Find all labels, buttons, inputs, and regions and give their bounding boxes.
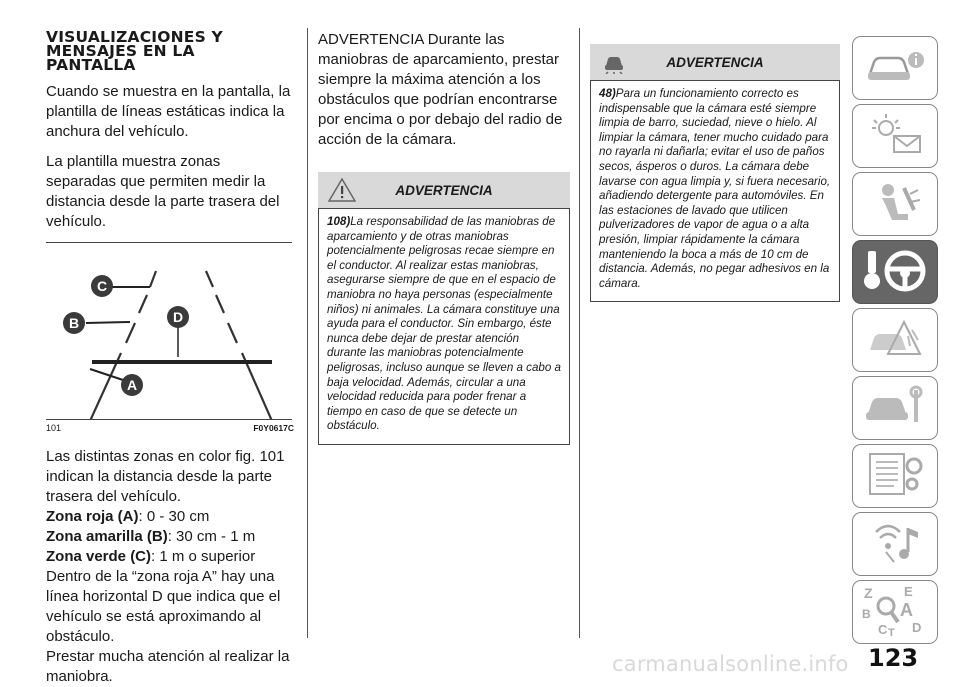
- warning-text: Para un funcionamiento correcto es indispensable que la cámara esté siempre limpia de barro, suciedad, nieve o hielo. Al limpiar la cámara, tener mucho cuidado para no rayarla ni dañarla; evitar el uso de paños secos, ásperos o duros. La cámara debe lavarse con agua limpia y, si fuera necesario, añadiendo detergente para automóviles. En las estaciones de lavado que utilicen pulverizadores de vapor de agua o a alta presión, limpiar rápidamente la cámara manteniendo la boca a más de 10 cm de distancia. Además, no pegar adhesivos en la cámara.: [599, 87, 831, 290]
- callout-label: A: [126, 377, 138, 393]
- zone-green: [46, 547, 294, 567]
- tab-dashboard-lights[interactable]: [852, 104, 938, 168]
- figure-parking-grid: [46, 242, 292, 420]
- paragraph: Prestar mucha atención al realizar la maniobra.: [46, 648, 290, 685]
- title-line: MENSAJES EN LA: [46, 42, 195, 60]
- zone-label: Zona amarilla (B): [46, 528, 168, 545]
- tab-maintenance[interactable]: [852, 376, 938, 440]
- dashboard-lights-icon: [864, 112, 926, 161]
- column-right: [590, 44, 840, 302]
- svg-text:E: E: [904, 583, 913, 599]
- callout-d: [167, 306, 189, 328]
- zone-value: : 0 - 30 cm: [138, 508, 210, 525]
- column-left: [46, 30, 294, 687]
- figure-number: 101: [46, 423, 62, 433]
- section-title: [46, 30, 294, 72]
- column-middle: [318, 30, 570, 445]
- chapter-sidebar: [852, 36, 938, 648]
- tab-starting-driving[interactable]: [852, 240, 938, 304]
- column-divider: [307, 28, 308, 638]
- paragraph: Dentro de la “zona roja A” hay una línea horizontal D que indica que el vehículo se está aproximando al obstáculo.: [46, 568, 281, 645]
- tab-car-info[interactable]: [852, 36, 938, 100]
- figure-caption: [46, 423, 294, 433]
- warning-number: 108): [327, 215, 351, 228]
- guide-line: [216, 295, 224, 313]
- svg-text:T: T: [888, 626, 895, 638]
- tab-multimedia[interactable]: [852, 512, 938, 576]
- guide-line: [126, 323, 135, 343]
- svg-text:D: D: [912, 619, 922, 635]
- guide-line: [206, 271, 213, 287]
- column-divider: [579, 28, 580, 638]
- guide-line: [139, 295, 147, 313]
- warning-box: [590, 80, 840, 302]
- paragraph: Cuando se muestra en la pantalla, la plantilla de líneas estáticas indica la anchura del vehículo.: [46, 83, 291, 140]
- car-warning-icon: [600, 50, 628, 79]
- callout-b: [63, 312, 85, 334]
- figure-code: F0Y0617C: [253, 423, 294, 433]
- zone-label: Zona verde (C): [46, 548, 152, 565]
- callout-a: [121, 374, 143, 396]
- parking-grid-diagram: [46, 243, 292, 419]
- paragraph: ADVERTENCIA Durante las maniobras de aparcamiento, prestar siempre la máxima atención a los obstáculos que podrían encontrarse por encima o por debajo del radio de acción de la cámara.: [318, 31, 563, 148]
- callout-label: D: [172, 309, 184, 325]
- tab-index[interactable]: [852, 580, 938, 644]
- leader-b: [86, 322, 130, 323]
- svg-text:C: C: [878, 621, 888, 637]
- warning-header: [318, 172, 570, 208]
- car-maintenance-icon: [864, 384, 926, 433]
- zone-label: Zona roja (A): [46, 508, 139, 525]
- title-line: PANTALLA: [46, 56, 136, 74]
- guide-line: [150, 271, 156, 287]
- paragraph: Las distintas zonas en color fig. 101 indican la distancia desde la parte trasera del vehículo.: [46, 448, 285, 505]
- svg-text:A: A: [900, 599, 913, 620]
- warning-number: 48): [599, 87, 616, 100]
- callout-label: B: [68, 315, 80, 331]
- svg-text:B: B: [862, 606, 871, 621]
- guide-line: [228, 323, 237, 343]
- index-search-icon: [860, 582, 930, 643]
- warning-text: La responsabilidad de las maniobras de aparcamiento y de otras maniobras potencialmente peligrosas recae siempre en el conductor. Al realizar estas maniobras, asegurarse siempre de que en el espacio de maniobra no haya personas (especialmente niños) ni animales. La cámara constituye una ayuda para el conductor. Sin embargo, éste nunca debe dejar de prestar atención durante las maniobras potencialmente peligrosas, incluso aunque se lleven a cabo a baja velocidad. Además, circular a una velocidad reducida para poder frenar a tiempo en caso de que se detecte un obstáculo.: [327, 215, 561, 433]
- watermark: carmanualsonline.info: [612, 652, 849, 676]
- warning-title: ADVERTENCIA: [666, 54, 764, 70]
- warning-box: [318, 208, 570, 445]
- warning-title: ADVERTENCIA: [395, 182, 493, 198]
- car-accident-icon: [864, 316, 926, 365]
- paragraph: La plantilla muestra zonas separadas que permiten medir la distancia desde la parte trasera del vehículo.: [46, 153, 280, 230]
- seat-safety-icon: [864, 180, 926, 229]
- callout-label: C: [96, 278, 108, 294]
- multimedia-icon: [864, 518, 926, 571]
- zone-value: : 30 cm - 1 m: [167, 528, 256, 545]
- car-info-icon: [864, 46, 926, 91]
- svg-text:Z: Z: [864, 584, 873, 601]
- technical-data-icon: [864, 450, 926, 503]
- tab-emergency[interactable]: [852, 308, 938, 372]
- warning-header: [590, 44, 840, 80]
- tab-technical-data[interactable]: [852, 444, 938, 508]
- tab-safety[interactable]: [852, 172, 938, 236]
- page-number: 123: [868, 644, 919, 672]
- zone-yellow: [46, 527, 294, 547]
- callout-c: [91, 275, 113, 297]
- zone-value: : 1 m o superior: [151, 548, 256, 565]
- zone-red: [46, 507, 294, 527]
- warning-triangle-icon: [328, 178, 356, 207]
- title-line: VISUALIZACIONES Y: [46, 28, 223, 46]
- steering-wheel-key-icon: [860, 245, 930, 300]
